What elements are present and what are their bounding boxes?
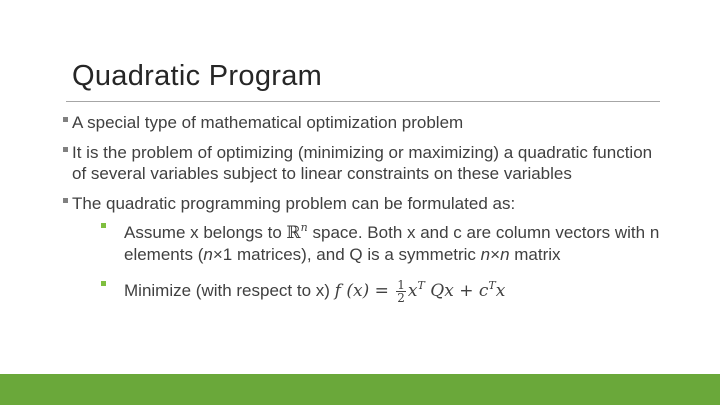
bullet-3-text: The quadratic programming problem can be formulated as: (72, 194, 516, 213)
objective-formula: f (x) = $\frac{1}{2}$ $x^T$ $Qx + c^Tx$ (334, 278, 506, 305)
square-bullet-icon (101, 223, 106, 228)
sub-bullet-2-text: Minimize (with respect to x) f (x) = $\frac{1}{2}$ $x^T$ $Qx + c^Tx$ (124, 278, 506, 305)
sub-bullet-1 (63, 217, 663, 265)
slide-body (63, 112, 663, 314)
bullet-1 (63, 112, 663, 133)
bullet-1-text: A special type of mathematical optimization problem (72, 113, 464, 132)
slide-title: Quadratic Program (72, 60, 323, 92)
sub-bullet-1-text: Assume x belongs to ℝ$^n$ space. Both x and c are column vectors with n elements (n×1 matrices), and Q is a symmetric n×n matrix (124, 221, 660, 264)
square-bullet-icon (63, 117, 68, 122)
footer-accent-bar (0, 374, 720, 405)
square-bullet-icon (63, 147, 68, 152)
bullet-3 (63, 193, 663, 214)
bullet-2 (63, 142, 663, 184)
title-divider (66, 101, 660, 102)
square-bullet-icon (101, 281, 106, 286)
square-bullet-icon (63, 198, 68, 203)
sub-bullet-2 (63, 275, 663, 304)
bullet-2-text: It is the problem of optimizing (minimizing or maximizing) a quadratic function of several variables subject to linear constraints on these variables (72, 143, 653, 183)
